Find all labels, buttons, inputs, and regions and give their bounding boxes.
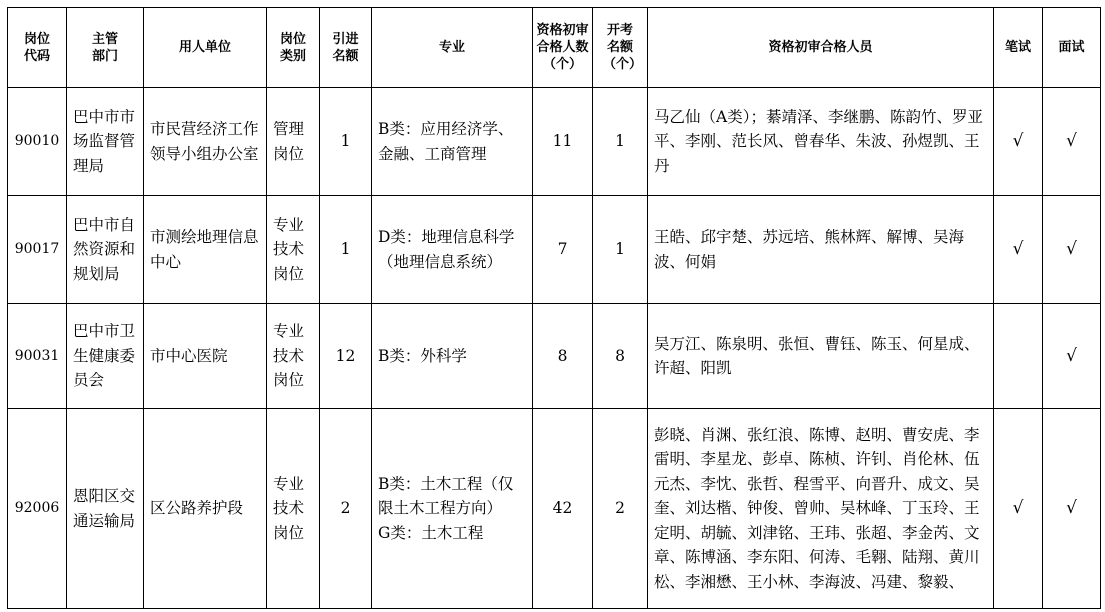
header-row (8, 8, 1101, 88)
qualified-people-cell: 吴万江、陈泉明、张恒、曹钰、陈玉、何星成、许超、阳凯 (648, 304, 994, 409)
quota-cell: 1 (320, 196, 372, 304)
header-exam-quota: 开考名额（个） (593, 8, 648, 88)
written-check: √ (994, 88, 1043, 196)
employer-cell: 区公路养护段 (144, 409, 267, 609)
exam-quota-cell: 8 (593, 304, 648, 409)
post-type-cell: 专业技术岗位 (267, 196, 320, 304)
post-code-cell: 90010 (8, 88, 67, 196)
qualified-people-cell: 马乙仙（A类）；綦靖泽、李继鹏、陈韵竹、罗亚平、李刚、范长风、曾春华、朱波、孙煜凯、王丹 (648, 88, 994, 196)
major-cell: B类：外科学 (372, 304, 533, 409)
dept-cell: 巴中市自然资源和规划局 (67, 196, 144, 304)
header-qualified-count: 资格初审合格人数（个） (533, 8, 593, 88)
major-cell: B类：应用经济学、金融、工商管理 (372, 88, 533, 196)
qualified-count-cell: 11 (533, 88, 593, 196)
post-type-cell: 管理岗位 (267, 88, 320, 196)
table-row (8, 409, 1101, 609)
qualified-count-cell: 7 (533, 196, 593, 304)
quota-cell: 1 (320, 88, 372, 196)
written-check (994, 304, 1043, 409)
header-quota: 引进名额 (320, 8, 372, 88)
header-written: 笔试 (994, 8, 1043, 88)
quota-cell: 12 (320, 304, 372, 409)
interview-check: √ (1043, 88, 1101, 196)
major-line: G类：土木工程 (378, 523, 484, 542)
header-dept: 主管部门 (67, 8, 144, 88)
interview-check: √ (1043, 409, 1101, 609)
employer-cell: 市民营经济工作领导小组办公室 (144, 88, 267, 196)
written-check: √ (994, 409, 1043, 609)
post-code-cell: 90017 (8, 196, 67, 304)
post-type-cell: 专业技术岗位 (267, 409, 320, 609)
qualified-count-cell: 42 (533, 409, 593, 609)
employer-cell: 市中心医院 (144, 304, 267, 409)
dept-cell: 巴中市卫生健康委员会 (67, 304, 144, 409)
exam-quota-cell: 2 (593, 409, 648, 609)
post-type-cell: 专业技术岗位 (267, 304, 320, 409)
header-post-code: 岗位代码 (8, 8, 67, 88)
quota-cell: 2 (320, 409, 372, 609)
employer-cell: 市测绘地理信息中心 (144, 196, 267, 304)
interview-check: √ (1043, 304, 1101, 409)
qualification-table (7, 7, 1101, 609)
header-post-type: 岗位类别 (267, 8, 320, 88)
exam-quota-cell: 1 (593, 88, 648, 196)
interview-check: √ (1043, 196, 1101, 304)
header-employer: 用人单位 (144, 8, 267, 88)
post-code-cell: 92006 (8, 409, 67, 609)
dept-cell: 恩阳区交通运输局 (67, 409, 144, 609)
dept-cell: 巴中市市场监督管理局 (67, 88, 144, 196)
exam-quota-cell: 1 (593, 196, 648, 304)
qualified-people-cell: 王皓、邱宇楚、苏远培、熊林辉、解博、吴海波、何娟 (648, 196, 994, 304)
header-qualified-people: 资格初审合格人员 (648, 8, 994, 88)
qualified-count-cell: 8 (533, 304, 593, 409)
table-row (8, 196, 1101, 304)
major-cell (372, 409, 533, 609)
major-line: B类：土木工程（仅限土木工程方向） (378, 474, 514, 518)
table-row (8, 304, 1101, 409)
post-code-cell: 90031 (8, 304, 67, 409)
qualified-people-cell: 彭晓、肖渊、张红浪、陈博、赵明、曹安虎、李雷明、李星龙、彭卓、陈桢、许钊、肖伦林、伍元杰、李忱、张哲、程雪平、向晋升、成文、吴奎、刘达楷、钟俊、曾帅、吴林峰、丁玉玲、王定明、胡毓、刘津铭、王玮、张超、李金芮、文章、陈博涵、李东阳、何涛、毛翱、陆翔、黄川松、李湘懋、王小林、李海波、冯建、黎毅、 (648, 409, 994, 609)
header-interview: 面试 (1043, 8, 1101, 88)
table-row (8, 88, 1101, 196)
header-major: 专业 (372, 8, 533, 88)
major-cell: D类：地理信息科学（地理信息系统） (372, 196, 533, 304)
written-check: √ (994, 196, 1043, 304)
